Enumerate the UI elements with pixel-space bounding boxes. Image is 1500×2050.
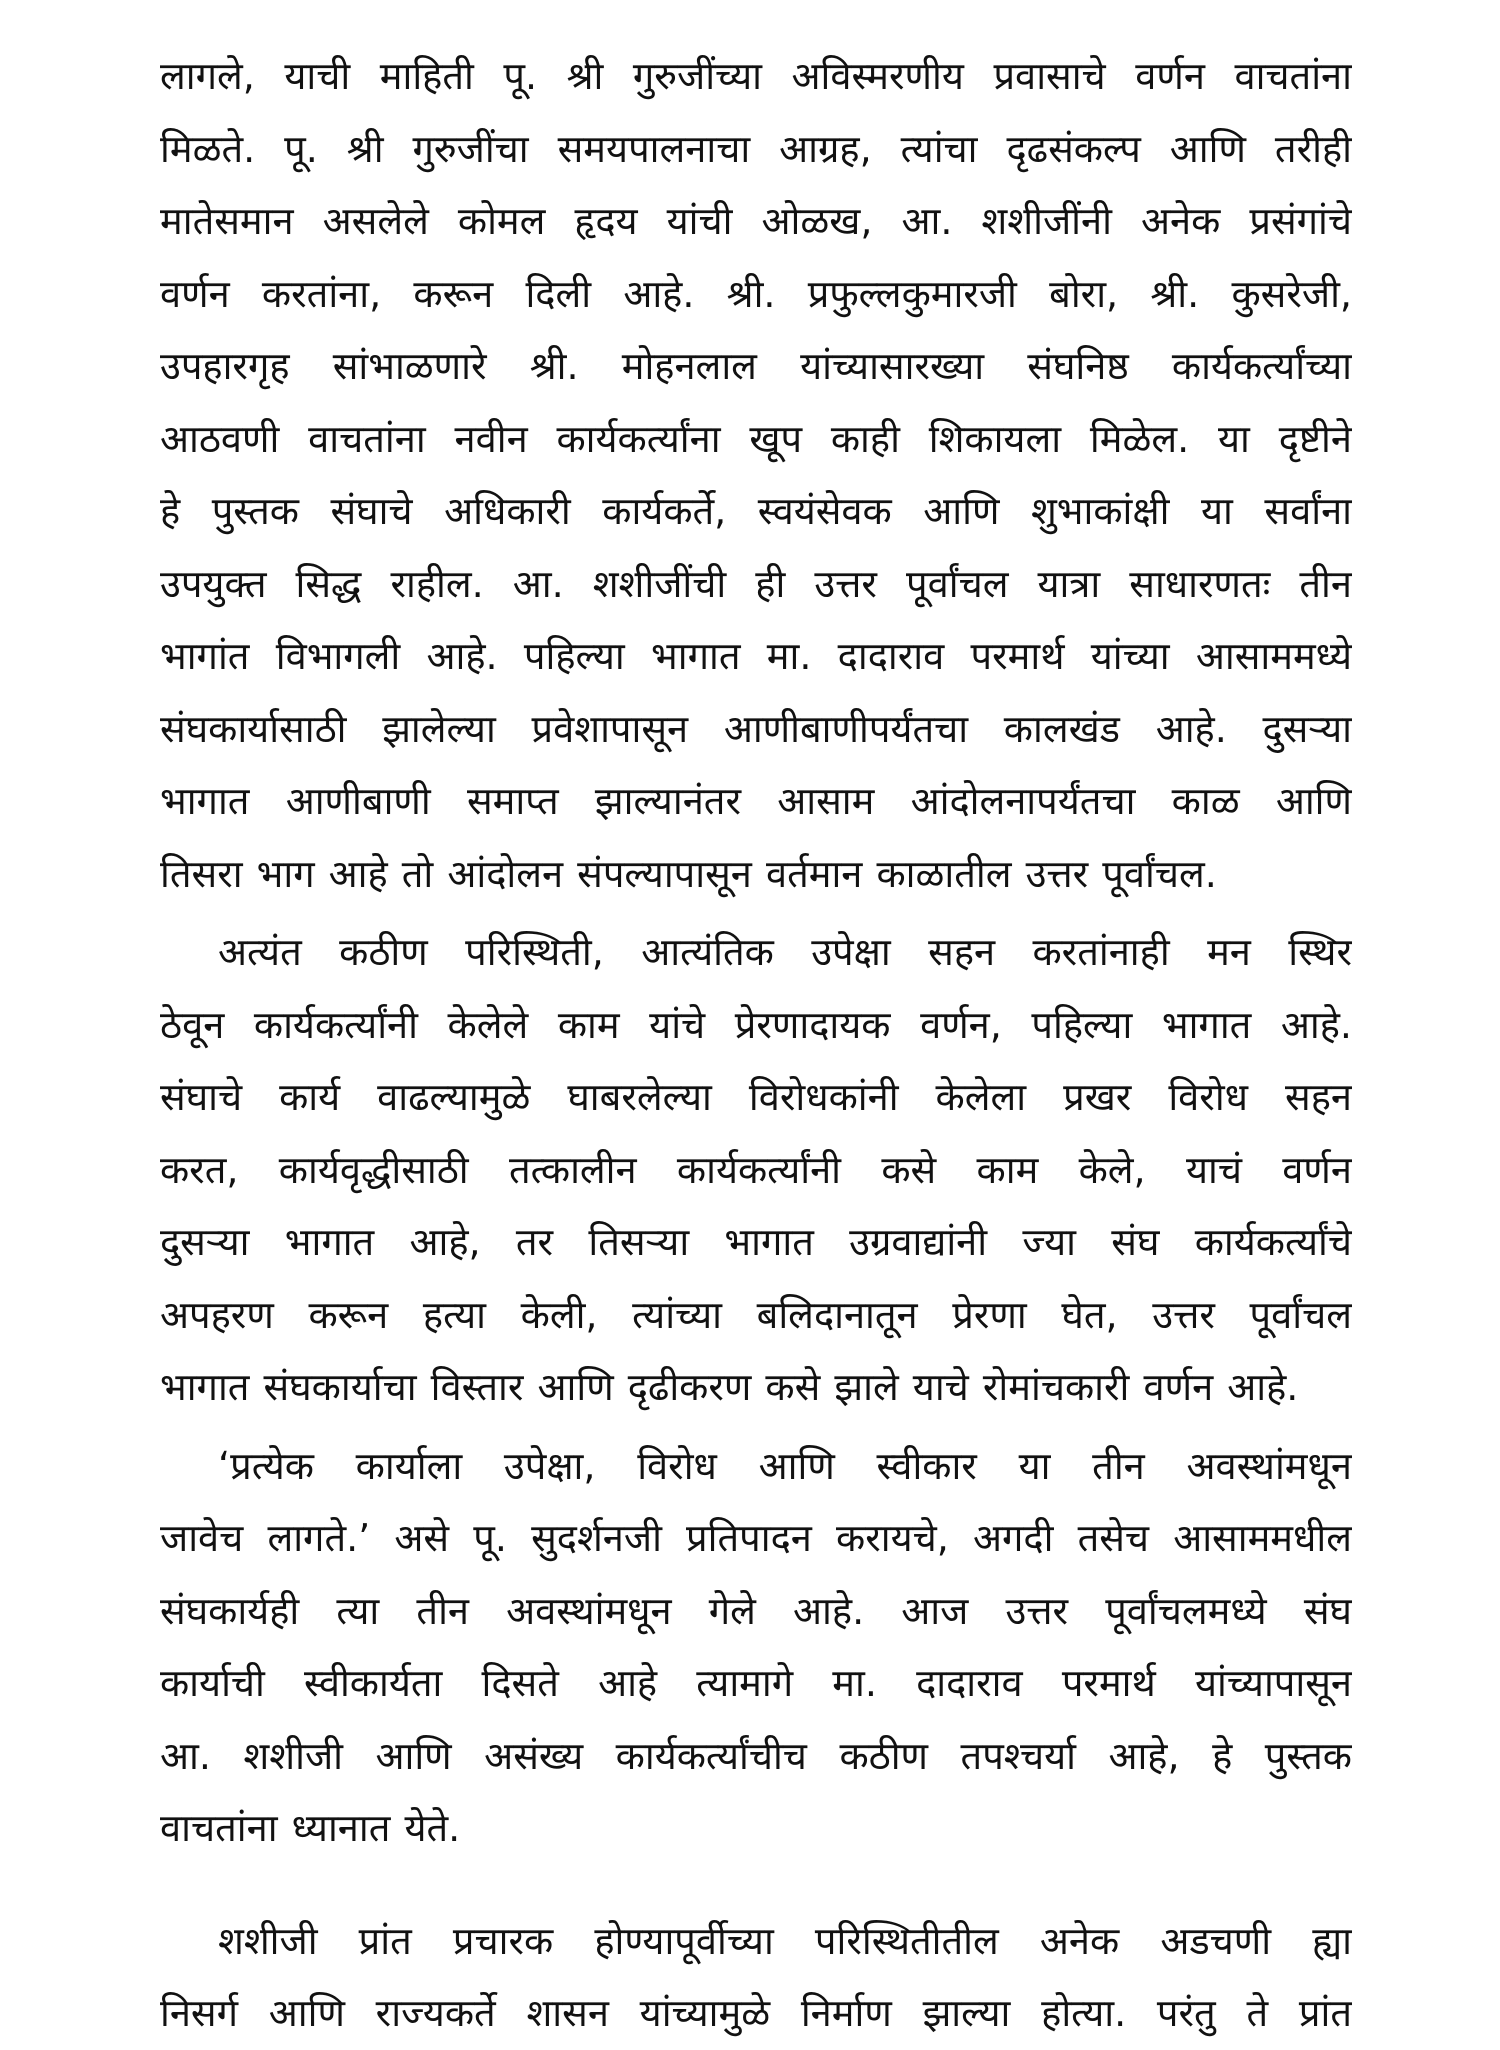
- text-line: करत, कार्यवृद्धीसाठी तत्कालीन कार्यकर्त्यांनी कसे काम केले, याचं वर्णन: [160, 1147, 1352, 1192]
- text-line: मातेसमान असलेले कोमल हृदय यांची ओळख, आ. शशीजींनी अनेक प्रसंगांचे: [160, 199, 1352, 243]
- text-line: वर्णन करतांना, करून दिली आहे. श्री. प्रफुल्लकुमारजी बोरा, श्री. कुसरेजी,: [160, 271, 1352, 316]
- text-line: भागात आणीबाणी समाप्त झाल्यानंतर आसाम आंदोलनापर्यंतचा काळ आणि: [160, 779, 1352, 823]
- text-line: वाचतांना ध्यानात येते.: [160, 1806, 461, 1850]
- text-line: तिसरा भाग आहे तो आंदोलन संपल्यापासून वर्तमान काळातील उत्तर पूर्वांचल.: [160, 851, 1217, 896]
- text-line: अपहरण करून हत्या केली, त्यांच्या बलिदानातून प्रेरणा घेत, उत्तर पूर्वांचल: [160, 1292, 1352, 1337]
- text-line: संघाचे कार्य वाढल्यामुळे घाबरलेल्या विरोधकांनी केलेला प्रखर विरोध सहन: [160, 1075, 1352, 1119]
- text-line: ‘प्रत्येक कार्याला उपेक्षा, विरोध आणि स्वीकार या तीन अवस्थांमधून: [218, 1443, 1352, 1488]
- text-line: ठेवून कार्यकर्त्यांनी केलेले काम यांचे प्रेरणादायक वर्णन, पहिल्या भागात आहे.: [160, 1002, 1352, 1047]
- paragraph-3: [160, 1430, 1352, 1865]
- paragraph-2: [160, 916, 1352, 1424]
- text-line: संघकार्यासाठी झालेल्या प्रवेशापासून आणीबाणीपर्यंतचा कालखंड आहे. दुसऱ्या: [160, 706, 1352, 751]
- paragraph-1: [160, 40, 1352, 910]
- paragraph-4: [160, 1905, 1352, 2050]
- text-line: लागले, याची माहिती पू. श्री गुरुजींच्या अविस्मरणीय प्रवासाचे वर्णन वाचतांना: [160, 54, 1352, 98]
- text-line: संघकार्यही त्या तीन अवस्थांमधून गेले आहे. आज उत्तर पूर्वांचलमध्ये संघ: [160, 1588, 1352, 1633]
- text-line: आ. शशीजी आणि असंख्य कार्यकर्त्यांचीच कठीण तपश्चर्या आहे, हे पुस्तक: [160, 1733, 1352, 1778]
- text-line: उपयुक्त सिद्ध राहील. आ. शशीजींची ही उत्तर पूर्वांचल यात्रा साधारणतः तीन: [160, 561, 1352, 606]
- text-line: आठवणी वाचतांना नवीन कार्यकर्त्यांना खूप काही शिकायला मिळेल. या दृष्टीने: [160, 416, 1352, 461]
- text-line: दुसऱ्या भागात आहे, तर तिसऱ्या भागात उग्रवाद्यांनी ज्या संघ कार्यकर्त्यांचे: [160, 1220, 1352, 1264]
- text-line: भागात संघकार्याचा विस्तार आणि दृढीकरण कसे झाले याचे रोमांचकारी वर्णन आहे.: [160, 1365, 1299, 1409]
- text-line: भागांत विभागली आहे. पहिल्या भागात मा. दादाराव परमार्थ यांच्या आसाममध्ये: [160, 634, 1352, 678]
- text-line: कार्याची स्वीकार्यता दिसते आहे त्यामागे मा. दादाराव परमार्थ यांच्यापासून: [160, 1661, 1352, 1705]
- text-line: जावेच लागते.’ असे पू. सुदर्शनजी प्रतिपादन करायचे, अगदी तसेच आसाममधील: [160, 1516, 1352, 1560]
- text-line: हे पुस्तक संघाचे अधिकारी कार्यकर्ते, स्वयंसेवक आणि शुभाकांक्षी या सर्वांना: [160, 489, 1352, 533]
- text-line: निसर्ग आणि राज्यकर्ते शासन यांच्यामुळे निर्माण झाल्या होत्या. परंतु ते प्रांत: [160, 1991, 1352, 2035]
- text-line: शशीजी प्रांत प्रचारक होण्यापूर्वीच्या परिस्थितीतील अनेक अडचणी ह्या: [218, 1918, 1352, 1963]
- text-line: मिळते. पू. श्री गुरुजींचा समयपालनाचा आग्रह, त्यांचा दृढसंकल्प आणि तरीही: [160, 126, 1352, 171]
- text-line: अत्यंत कठीण परिस्थिती, आत्यंतिक उपेक्षा सहन करतांनाही मन स्थिर: [218, 930, 1352, 974]
- text-line: उपहारगृह सांभाळणारे श्री. मोहनलाल यांच्यासारख्या संघनिष्ठ कार्यकर्त्यांच्या: [160, 344, 1352, 388]
